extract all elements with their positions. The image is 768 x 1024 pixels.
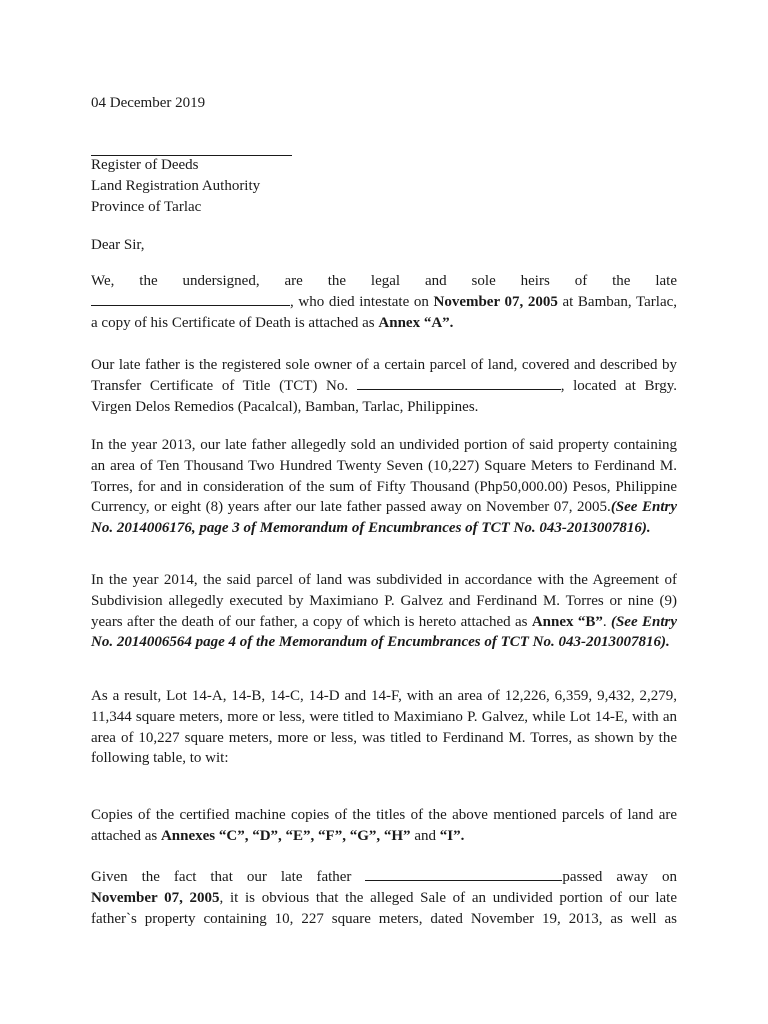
- annex-a-ref: Annex “A”.: [378, 314, 454, 331]
- paragraph-lots: As a result, Lot 14-A, 14-B, 14-C, 14-D and 14-F, with an area of 12,226, 6,359, 9,432, 2,279, 11,344 square meters, more or less, were titled to Maximiano P. Galvez, while Lot 14-E, with an area of 10,227 square meters, more or less, was titled to Ferdinand M. Torres, as shown by the following table, to wit:: [91, 688, 677, 767]
- letter-date: 04 December 2019: [91, 95, 206, 111]
- text-run: Given the fact that our late father: [91, 869, 366, 885]
- text-run: .: [602, 613, 611, 630]
- text-run: In the year 2014, the said parcel of land was subdivided in accordance with the Agreement of Subdivision allegedly executed by Maximiano P. Galvez and Ferdinand M. Torres or nine (9) years after the death of our father, a copy of which is hereto attached as: [91, 572, 681, 630]
- paragraph-annexes: [91, 805, 681, 847]
- addressee-line: Province of Tarlac: [91, 198, 202, 215]
- annex-b-ref: Annex “B”: [531, 613, 603, 630]
- paragraph-line: [91, 271, 677, 292]
- text-run: , it is obvious that the alleged Sale of an undivided portion of our late father`s property containing 10, 227 square meters, dated November 19, 2013, as well as: [91, 889, 681, 927]
- date-of-death: November 07, 2005: [91, 889, 220, 906]
- text-run: , who died intestate on: [290, 293, 434, 310]
- annex-list: Annexes “C”, “D”, “E”, “F”, “G”, “H”: [160, 827, 411, 844]
- blank-line: [91, 292, 290, 306]
- paragraph-title: [91, 355, 681, 417]
- addressee-line: Land Registration Authority: [91, 177, 261, 194]
- text-run: Copies of the certified machine copies of the titles of the above mentioned parcels of land are attached as: [91, 807, 681, 844]
- paragraph-conclusion: [91, 867, 681, 929]
- blank-line: [365, 867, 562, 881]
- text-run: , located at Brgy. Virgen Delos Remedios (Pacalcal), Bamban, Tarlac, Philippines.: [91, 377, 681, 415]
- entry-reference: (See Entry No. 2014006176, page 3 of Memorandum of Encumbrances of TCT No. 043-2013007816).: [91, 499, 681, 537]
- text-run: at Bamban, Tarlac, a copy of his Certificate of Death is attached as: [91, 293, 681, 331]
- salutation: Dear Sir,: [91, 237, 145, 253]
- paragraph-text: [91, 888, 681, 930]
- paragraph-subdivision: [91, 570, 681, 653]
- blank-line: [357, 376, 561, 390]
- text-run: and: [410, 827, 440, 844]
- addressee-line: Register of Deeds: [91, 157, 199, 173]
- text-run: We, the undersigned, are the legal and sole heirs of the late: [91, 273, 677, 289]
- paragraph-heirs: [91, 271, 681, 333]
- date-of-death: November 07, 2005: [433, 293, 558, 310]
- text-run: In the year 2013, our late father allegedly sold an undivided portion of said property containing an area of Ten Thousand Two Hundred Twenty Seven (10,227) Square Meters to Ferdinand M. Torres, for and in consideration of the sum of Fifty Thousand (Php50,000.00) Pesos, Philippine Currency, or eight (8) years after our late father passed away on November 07, 2005.: [91, 437, 681, 516]
- addressee-block: [91, 155, 677, 217]
- annex-i-ref: “I”.: [439, 827, 465, 844]
- text-run: passed away on: [562, 869, 677, 885]
- entry-reference: (See Entry No. 2014006564 page 4 of the Memorandum of Encumbrances of TCT No. 043-2013007816).: [91, 613, 681, 651]
- paragraph-text: [91, 292, 681, 334]
- paragraph-sale: [91, 435, 681, 539]
- paragraph-line: [91, 867, 677, 888]
- text-run: Our late father is the registered sole owner of a certain parcel of land, covered and described by Transfer Certificate of Title (TCT) No.: [91, 357, 681, 394]
